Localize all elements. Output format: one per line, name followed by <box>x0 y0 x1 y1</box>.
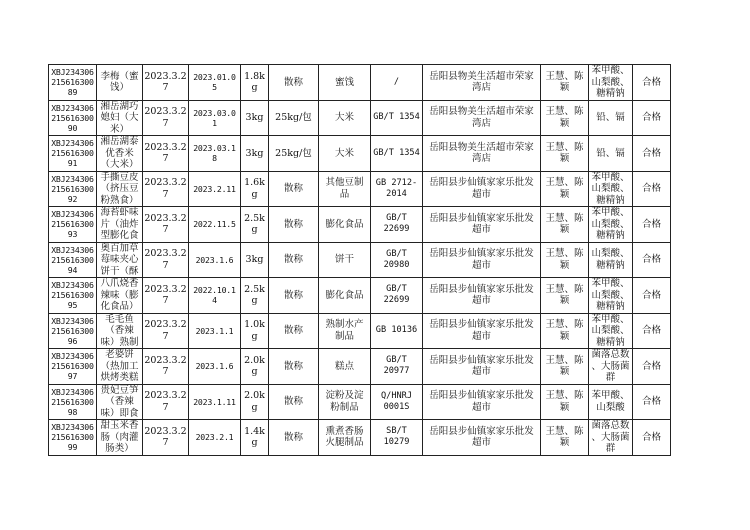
sampling-date-cell: 2023.3.27 <box>143 100 189 136</box>
sampling-site-cell: 岳阳县步仙镇家家乐批发 超市 <box>423 384 541 420</box>
test-items-cell: 菌落总数 、大肠菌 群 <box>589 349 633 385</box>
sampling-date-cell: 2023.3.27 <box>143 65 189 101</box>
sample-id-cell: XBJ234306 215616300 89 <box>49 65 97 101</box>
standard-cell: GB 2712- 2014 <box>371 171 423 207</box>
standard-cell: GB/T 22699 <box>371 207 423 243</box>
spec-cell: 1.6kg <box>241 171 269 207</box>
table-row <box>49 349 671 385</box>
sample-id-cell: XBJ234306 215616300 98 <box>49 384 97 420</box>
package-cell: 散称 <box>269 171 319 207</box>
table-body <box>49 65 671 456</box>
result-cell: 合格 <box>633 65 671 101</box>
sampling-date-cell: 2023.3.27 <box>143 242 189 278</box>
result-cell: 合格 <box>633 136 671 172</box>
product-name-cell: 八爪烧香 辣味（膨 化食品） <box>97 278 143 314</box>
package-cell: 散称 <box>269 65 319 101</box>
sampling-site-cell: 岳阳县物美生活超市荣家 湾店 <box>423 136 541 172</box>
standard-cell: GB/T 20977 <box>371 349 423 385</box>
sample-id-cell: XBJ234306 215616300 97 <box>49 349 97 385</box>
sample-id-cell: XBJ234306 215616300 91 <box>49 136 97 172</box>
production-date-cell: 2023.1.6 <box>189 349 241 385</box>
sampler-cell: 王慧、陈 颖 <box>541 136 589 172</box>
category-cell: 熟制水产 制品 <box>319 313 371 349</box>
category-cell: 大米 <box>319 136 371 172</box>
test-items-cell: 铅、镉 <box>589 100 633 136</box>
product-name-cell: 湘岳湖泰 优香米 （大米） <box>97 136 143 172</box>
standard-cell: Q/HNRJ 0001S <box>371 384 423 420</box>
category-cell: 膨化食品 <box>319 278 371 314</box>
sample-id-cell: XBJ234306 215616300 94 <box>49 242 97 278</box>
production-date-cell: 2023.2.11 <box>189 171 241 207</box>
category-cell: 其他豆制 品 <box>319 171 371 207</box>
sampling-site-cell: 岳阳县步仙镇家家乐批发 超市 <box>423 171 541 207</box>
sampler-cell: 王慧、陈 颖 <box>541 278 589 314</box>
table-row <box>49 242 671 278</box>
production-date-cell: 2023.03.1 8 <box>189 136 241 172</box>
standard-cell: GB/T 22699 <box>371 278 423 314</box>
table-row <box>49 278 671 314</box>
package-cell: 散称 <box>269 242 319 278</box>
spec-cell: 3kg <box>241 100 269 136</box>
spec-cell: 3kg <box>241 242 269 278</box>
sampling-site-cell: 岳阳县步仙镇家家乐批发 超市 <box>423 313 541 349</box>
category-cell: 淀粉及淀 粉制品 <box>319 384 371 420</box>
sampler-cell: 王慧、陈 颖 <box>541 100 589 136</box>
spec-cell: 1.8kg <box>241 65 269 101</box>
sample-id-cell: XBJ234306 215616300 95 <box>49 278 97 314</box>
sampling-site-cell: 岳阳县步仙镇家家乐批发 超市 <box>423 278 541 314</box>
product-name-cell: 湘岳湖巧 媳妇（大 米） <box>97 100 143 136</box>
package-cell: 散称 <box>269 207 319 243</box>
production-date-cell: 2023.01.0 5 <box>189 65 241 101</box>
category-cell: 蜜饯 <box>319 65 371 101</box>
category-cell: 糕点 <box>319 349 371 385</box>
test-items-cell: 苯甲酸、 山梨酸、 糖精钠 <box>589 278 633 314</box>
sampling-site-cell: 岳阳县物美生活超市荣家 湾店 <box>423 100 541 136</box>
sampling-site-cell: 岳阳县步仙镇家家乐批发 超市 <box>423 242 541 278</box>
test-items-cell: 菌落总数 、大肠菌 群 <box>589 420 633 456</box>
spec-cell: 3kg <box>241 136 269 172</box>
sampling-site-cell: 岳阳县物美生活超市荣家 湾店 <box>423 65 541 101</box>
result-cell: 合格 <box>633 100 671 136</box>
sampling-date-cell: 2023.3.27 <box>143 349 189 385</box>
test-items-cell: 苯甲酸、 山梨酸、 糖精钠 <box>589 207 633 243</box>
sample-id-cell: XBJ234306 215616300 90 <box>49 100 97 136</box>
table-row <box>49 136 671 172</box>
standard-cell: / <box>371 65 423 101</box>
production-date-cell: 2023.1.6 <box>189 242 241 278</box>
spec-cell: 2.0kg <box>241 384 269 420</box>
result-cell: 合格 <box>633 420 671 456</box>
category-cell: 熏煮香肠 火腿制品 <box>319 420 371 456</box>
sampler-cell: 王慧、陈 颖 <box>541 313 589 349</box>
table-row <box>49 207 671 243</box>
product-name-cell: 手撕豆皮 （挤压豆 粉熟食） <box>97 171 143 207</box>
product-name-cell: 贵妃豆笋 （香辣 味）即食 <box>97 384 143 420</box>
sampler-cell: 王慧、陈 颖 <box>541 420 589 456</box>
sampling-date-cell: 2023.3.27 <box>143 171 189 207</box>
standard-cell: GB/T 1354 <box>371 100 423 136</box>
sampler-cell: 王慧、陈 颖 <box>541 349 589 385</box>
product-name-cell: 海苔虾味 片（油炸 型膨化食 <box>97 207 143 243</box>
category-cell: 膨化食品 <box>319 207 371 243</box>
result-cell: 合格 <box>633 207 671 243</box>
sampling-date-cell: 2023.3.27 <box>143 420 189 456</box>
sampling-date-cell: 2023.3.27 <box>143 278 189 314</box>
standard-cell: SB/T 10279 <box>371 420 423 456</box>
sampling-date-cell: 2023.3.27 <box>143 313 189 349</box>
table-row <box>49 65 671 101</box>
sampling-date-cell: 2023.3.27 <box>143 384 189 420</box>
sample-id-cell: XBJ234306 215616300 99 <box>49 420 97 456</box>
sampler-cell: 王慧、陈 颖 <box>541 65 589 101</box>
product-name-cell: 甜玉米香 肠（肉灌 肠类） <box>97 420 143 456</box>
sample-id-cell: XBJ234306 215616300 93 <box>49 207 97 243</box>
test-items-cell: 苯甲酸、 山梨酸、 糖精钠 <box>589 171 633 207</box>
spec-cell: 1.0kg <box>241 313 269 349</box>
spec-cell: 2.5kg <box>241 278 269 314</box>
sampling-date-cell: 2023.3.27 <box>143 207 189 243</box>
package-cell: 25kg/包 <box>269 100 319 136</box>
package-cell: 散称 <box>269 420 319 456</box>
product-name-cell: 毛毛鱼 （香辣 味）熟制 <box>97 313 143 349</box>
result-cell: 合格 <box>633 384 671 420</box>
table-row <box>49 171 671 207</box>
sampling-site-cell: 岳阳县步仙镇家家乐批发 超市 <box>423 420 541 456</box>
product-name-cell: 奥百加草 莓味夹心 饼干（酥 <box>97 242 143 278</box>
category-cell: 饼干 <box>319 242 371 278</box>
product-name-cell: 老婆饼 （热加工 烘烤类糕 <box>97 349 143 385</box>
package-cell: 25kg/包 <box>269 136 319 172</box>
production-date-cell: 2023.1.11 <box>189 384 241 420</box>
package-cell: 散称 <box>269 278 319 314</box>
table-row <box>49 313 671 349</box>
result-cell: 合格 <box>633 278 671 314</box>
production-date-cell: 2023.03.0 1 <box>189 100 241 136</box>
package-cell: 散称 <box>269 384 319 420</box>
sample-id-cell: XBJ234306 215616300 96 <box>49 313 97 349</box>
sample-id-cell: XBJ234306 215616300 92 <box>49 171 97 207</box>
production-date-cell: 2023.1.1 <box>189 313 241 349</box>
test-items-cell: 苯甲酸、 山梨酸 <box>589 384 633 420</box>
test-items-cell: 铅、镉 <box>589 136 633 172</box>
spec-cell: 2.5kg <box>241 207 269 243</box>
standard-cell: GB/T 20980 <box>371 242 423 278</box>
production-date-cell: 2023.2.1 <box>189 420 241 456</box>
category-cell: 大米 <box>319 100 371 136</box>
sampling-site-cell: 岳阳县步仙镇家家乐批发 超市 <box>423 349 541 385</box>
production-date-cell: 2022.10.1 4 <box>189 278 241 314</box>
result-cell: 合格 <box>633 171 671 207</box>
standard-cell: GB 10136 <box>371 313 423 349</box>
standard-cell: GB/T 1354 <box>371 136 423 172</box>
result-cell: 合格 <box>633 349 671 385</box>
sampling-site-cell: 岳阳县步仙镇家家乐批发 超市 <box>423 207 541 243</box>
sampler-cell: 王慧、陈 颖 <box>541 171 589 207</box>
table-row <box>49 384 671 420</box>
sampler-cell: 王慧、陈 颖 <box>541 384 589 420</box>
test-items-cell: 苯甲酸、 山梨酸、 糖精钠 <box>589 65 633 101</box>
table-row <box>49 100 671 136</box>
product-name-cell: 李梅（蜜 饯） <box>97 65 143 101</box>
spec-cell: 2.0kg <box>241 349 269 385</box>
sampler-cell: 王慧、陈 颖 <box>541 207 589 243</box>
table-row <box>49 420 671 456</box>
inspection-table <box>48 64 671 456</box>
package-cell: 散称 <box>269 349 319 385</box>
test-items-cell: 苯甲酸、 山梨酸、 糖精钠 <box>589 313 633 349</box>
package-cell: 散称 <box>269 313 319 349</box>
result-cell: 合格 <box>633 242 671 278</box>
production-date-cell: 2022.11.5 <box>189 207 241 243</box>
sampler-cell: 王慧、陈 颖 <box>541 242 589 278</box>
result-cell: 合格 <box>633 313 671 349</box>
sampling-date-cell: 2023.3.27 <box>143 136 189 172</box>
test-items-cell: 山梨酸、 糖精钠 <box>589 242 633 278</box>
spec-cell: 1.4kg <box>241 420 269 456</box>
